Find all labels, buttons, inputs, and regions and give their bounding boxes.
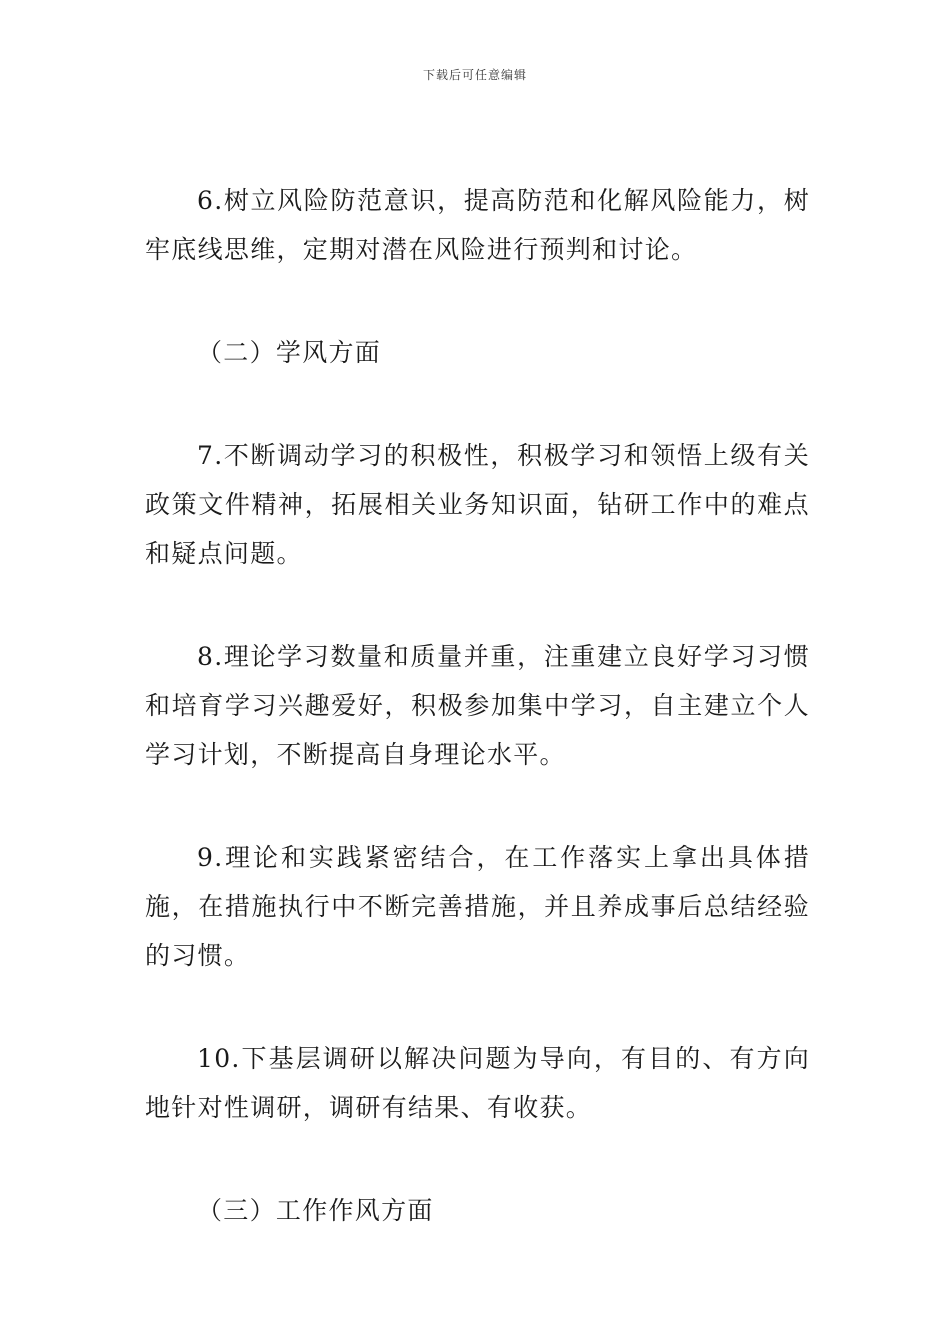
- page-header: 下载后可任意编辑: [422, 68, 527, 82]
- paragraph-6: 6.树立风险防范意识，提高防范和化解风险能力，树牢底线思维，定期对潜在风险进行预判和讨论。: [145, 186, 810, 264]
- paragraph-8: 8.理论学习数量和质量并重，注重建立良好学习习惯和培育学习兴趣爱好，积极参加集中学习，自主建立个人学习计划，不断提高自身理论水平。: [145, 642, 810, 769]
- paragraph-spacer: [145, 274, 810, 328]
- paragraph-7: 7.不断调动学习的积极性，积极学习和领悟上级有关政策文件精神，拓展相关业务知识面，钻研工作中的难点和疑点问题。: [145, 441, 810, 568]
- paragraph-9: 9.理论和实践紧密结合，在工作落实上拿出具体措施，在措施执行中不断完善措施，并且养成事后总结经验的习惯。: [145, 843, 810, 970]
- document-body: [145, 176, 810, 1235]
- section-heading-3: （三）工作作风方面: [197, 1196, 434, 1225]
- paragraph-spacer: [145, 377, 810, 431]
- paragraph-spacer: [145, 1132, 810, 1186]
- paragraph-spacer: [145, 779, 810, 833]
- paragraph-spacer: [145, 980, 810, 1034]
- paragraph-10: 10.下基层调研以解决问题为导向，有目的、有方向地针对性调研，调研有结果、有收获。: [145, 1044, 810, 1122]
- paragraph-spacer: [145, 578, 810, 632]
- section-heading-2: （二）学风方面: [197, 338, 382, 367]
